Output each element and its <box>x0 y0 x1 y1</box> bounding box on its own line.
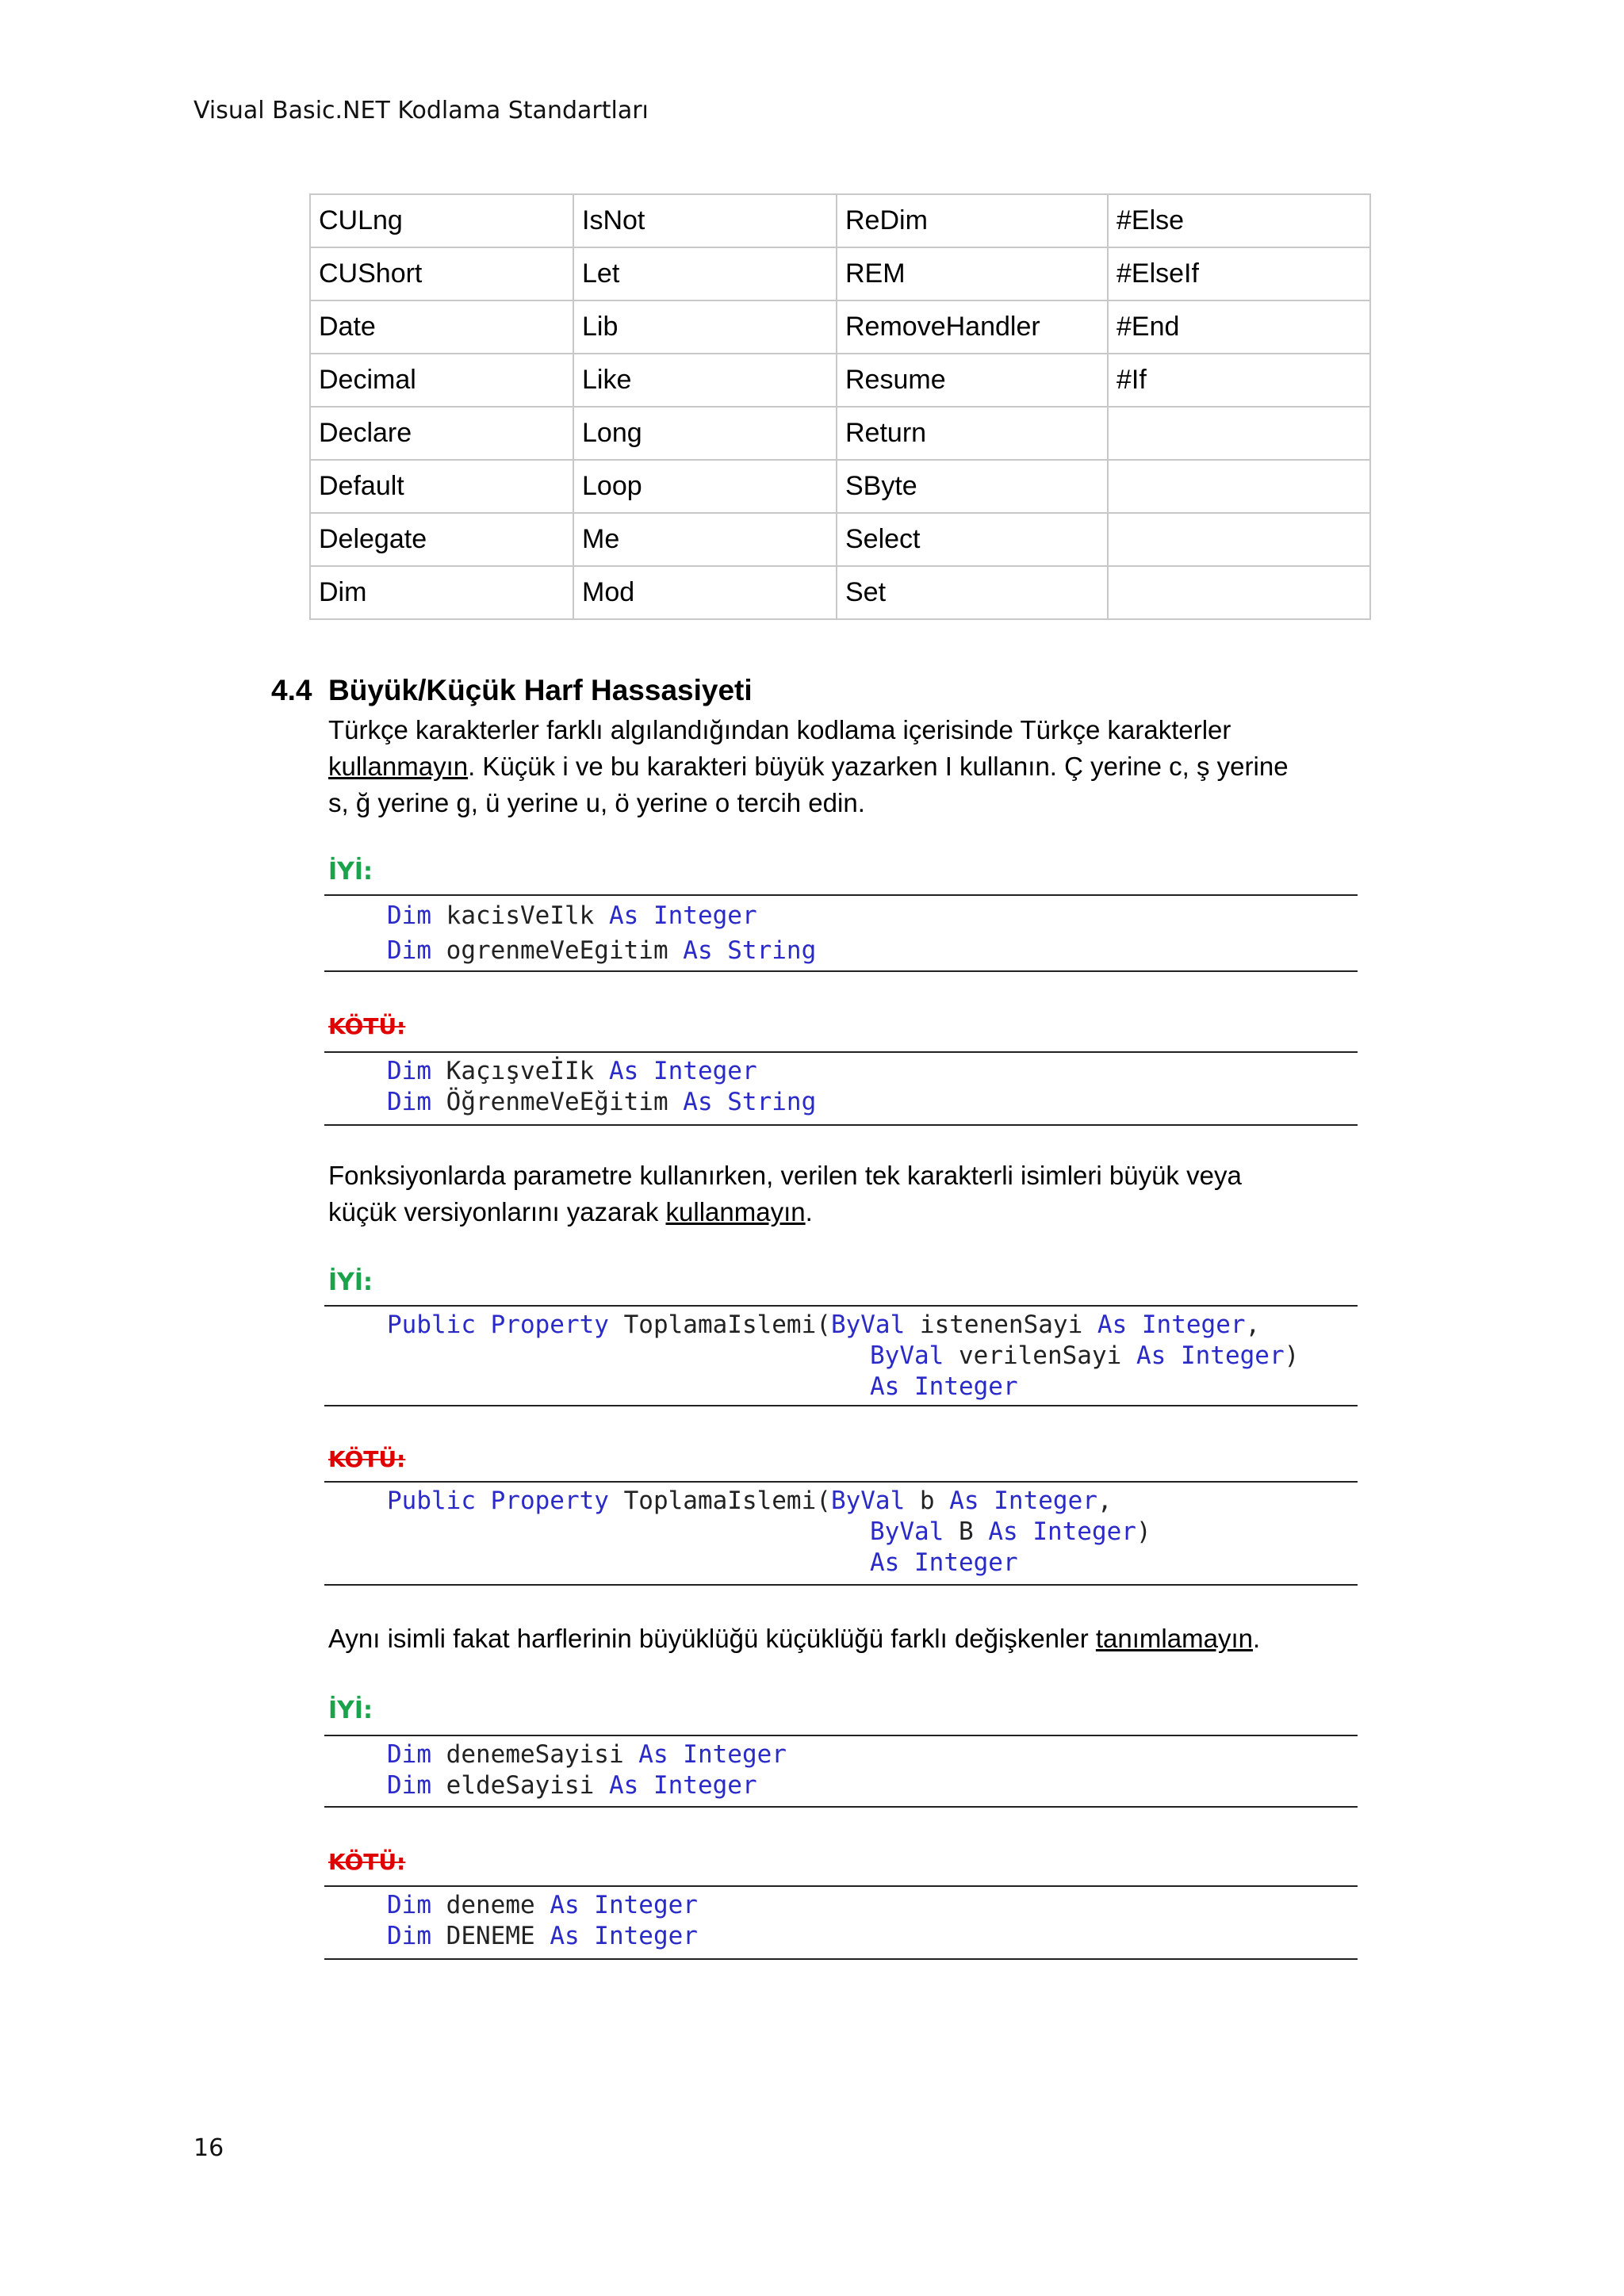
code-line: Public Property ToplamaIslemi(ByVal b As Integer, <box>387 1487 1113 1515</box>
table-row <box>310 460 1370 513</box>
bad-label: KÖTÜ: <box>328 1446 406 1472</box>
code-line: Dim kacisVeIlk As Integer <box>387 901 757 930</box>
table-cell: RemoveHandler <box>837 300 1108 354</box>
paragraph-2 <box>328 1158 1383 1230</box>
code-block-bad-3 <box>324 1885 1358 1960</box>
table-cell: Like <box>573 354 837 407</box>
table-cell: Delegate <box>310 513 573 566</box>
good-label: İYİ: <box>328 1697 373 1724</box>
paragraph-3-line: Aynı isimli fakat harflerinin büyüklüğü küçüklüğü farklı değişkenler tanımlamayın. <box>328 1624 1261 1653</box>
paragraph-2-line-2: küçük versiyonlarını yazarak kullanmayın. <box>328 1197 813 1226</box>
table-cell: CULng <box>310 194 573 247</box>
table-cell: #ElseIf <box>1108 247 1370 300</box>
table-cell: CUShort <box>310 247 573 300</box>
intro-line-1: Türkçe karakterler farklı algılandığından kodlama içerisinde Türkçe karakterler <box>328 715 1231 744</box>
code-block-good-3 <box>324 1735 1358 1808</box>
table-cell: REM <box>837 247 1108 300</box>
table-cell: IsNot <box>573 194 837 247</box>
table-cell: Resume <box>837 354 1108 407</box>
code-block-bad-1 <box>324 1051 1358 1126</box>
code-block-good-2 <box>324 1305 1358 1406</box>
table-cell <box>1108 407 1370 460</box>
intro-paragraph <box>328 712 1383 821</box>
table-cell: Let <box>573 247 837 300</box>
code-line: Dim denemeSayisi As Integer <box>387 1740 787 1769</box>
table-row <box>310 566 1370 619</box>
table-cell: Dim <box>310 566 573 619</box>
code-line: As Integer <box>870 1548 1018 1577</box>
table-row <box>310 247 1370 300</box>
code-block-good-1 <box>324 894 1358 972</box>
table-cell: Long <box>573 407 837 460</box>
code-line: Dim ogrenmeVeEgitim As String <box>387 936 817 965</box>
code-line: ByVal B As Integer) <box>870 1517 1151 1546</box>
section-title: Büyük/Küçük Harf Hassasiyeti <box>328 674 753 706</box>
table-cell <box>1108 460 1370 513</box>
table-row <box>310 407 1370 460</box>
table-cell: Lib <box>573 300 837 354</box>
table-cell <box>1108 566 1370 619</box>
bad-label: KÖTÜ: <box>328 1849 406 1875</box>
underlined-word: kullanmayın <box>328 752 469 781</box>
section-number: 4.4 <box>271 674 312 706</box>
code-block-bad-2 <box>324 1481 1358 1586</box>
table-cell: #End <box>1108 300 1370 354</box>
good-label: İYİ: <box>328 858 373 886</box>
code-line: Public Property ToplamaIslemi(ByVal istenenSayi As Integer, <box>387 1311 1261 1339</box>
table-cell: Mod <box>573 566 837 619</box>
code-line: As Integer <box>870 1372 1018 1401</box>
code-line: ByVal verilenSayi As Integer) <box>870 1341 1300 1370</box>
table-cell: Return <box>837 407 1108 460</box>
table-row <box>310 354 1370 407</box>
table-cell: ReDim <box>837 194 1108 247</box>
table-cell: Default <box>310 460 573 513</box>
paragraph-2-line-1: Fonksiyonlarda parametre kullanırken, verilen tek karakterli isimleri büyük veya <box>328 1161 1242 1190</box>
table-cell: Decimal <box>310 354 573 407</box>
underlined-word: kullanmayın <box>665 1197 806 1226</box>
table-cell: #If <box>1108 354 1370 407</box>
page-number: 16 <box>193 2134 224 2162</box>
table-cell: Select <box>837 513 1108 566</box>
code-line: Dim deneme As Integer <box>387 1891 698 1919</box>
table-cell: #Else <box>1108 194 1370 247</box>
code-line: Dim KaçışveİIk As Integer <box>387 1057 757 1085</box>
underlined-word: tanımlamayın <box>1095 1624 1253 1653</box>
running-header: Visual Basic.NET Kodlama Standartları <box>193 97 649 124</box>
table-row <box>310 300 1370 354</box>
keyword-table-body <box>310 194 1370 619</box>
table-cell <box>1108 513 1370 566</box>
table-row <box>310 513 1370 566</box>
intro-line-2-rest: . Küçük i ve bu karakteri büyük yazarken I kullanın. Ç yerine c, ş yerine <box>468 752 1289 781</box>
table-cell: Me <box>573 513 837 566</box>
code-line: Dim eldeSayisi As Integer <box>387 1771 757 1800</box>
code-line: Dim DENEME As Integer <box>387 1922 698 1950</box>
table-row <box>310 194 1370 247</box>
good-label: İYİ: <box>328 1269 373 1296</box>
table-cell: Set <box>837 566 1108 619</box>
table-cell: Date <box>310 300 573 354</box>
intro-line-2 <box>328 748 1383 785</box>
paragraph-3 <box>328 1621 1383 1657</box>
table-cell: Declare <box>310 407 573 460</box>
keyword-table <box>309 193 1371 620</box>
table-cell: SByte <box>837 460 1108 513</box>
bad-label: KÖTÜ: <box>328 1013 406 1039</box>
section-heading <box>271 674 753 707</box>
intro-line-3: s, ğ yerine g, ü yerine u, ö yerine o tercih edin. <box>328 788 865 817</box>
table-cell: Loop <box>573 460 837 513</box>
code-line: Dim ÖğrenmeVeEğitim As String <box>387 1088 817 1116</box>
